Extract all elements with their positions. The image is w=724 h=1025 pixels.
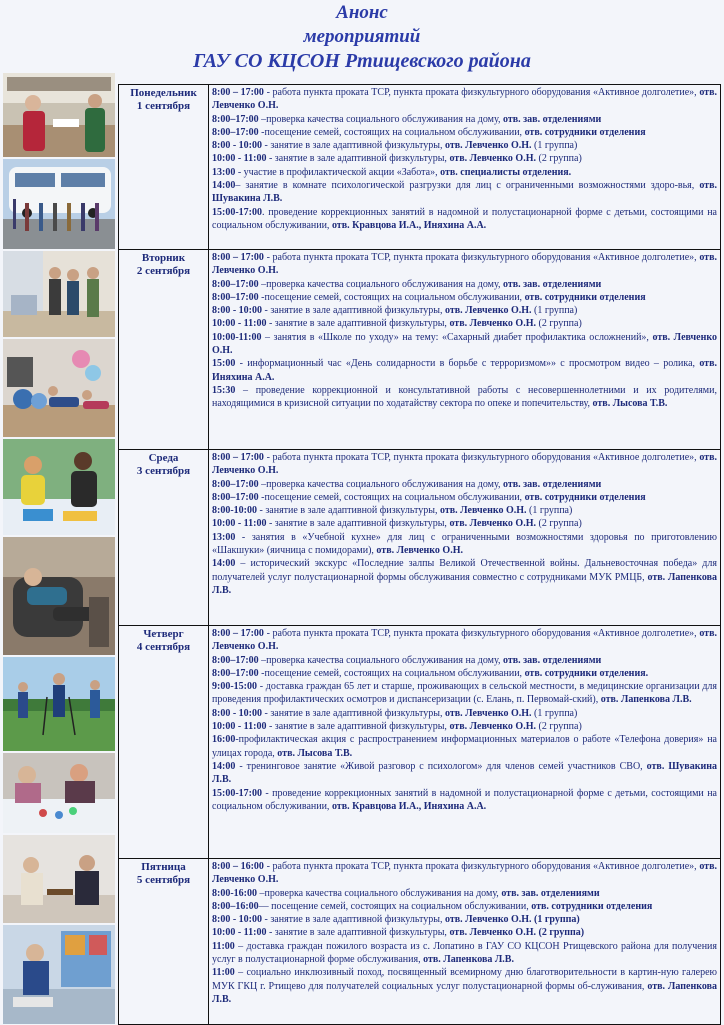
- events-cell: [209, 626, 721, 859]
- photo-nordic-walking: [3, 657, 115, 751]
- photo-kitchen: [3, 73, 115, 157]
- list-item: 8:00 - 10:00 - занятие в зале адаптивной физкультуры, отв. Левченко О.Н. (1 группа): [212, 140, 578, 152]
- list-item: 8:00-16:00 –проверка качества социального обслуживания на дому, отв. зав. отделениями: [212, 887, 600, 899]
- weekday-label: Понедельник: [130, 87, 197, 99]
- weekday-label: Среда: [148, 452, 179, 464]
- list-item: 11:00 – социально инклюзивный поход, посвященный всемирному дню благотворительности в картин-ную галерею МУК ГКЦ г. Ртищево для получателей социальных услуг полустационарной формы об-служивания, отв. Лапенкова Л.В.: [212, 967, 717, 1005]
- table-row: [119, 859, 721, 1025]
- list-item: 8:00 – 17:00 - работа пункта проката ТСР, пункта проката физкультурного оборудования «Активное долголетие», отв. Левченко О.Н.: [212, 252, 717, 277]
- day-cell: [119, 250, 209, 450]
- events-cell: [209, 250, 721, 450]
- events-cell: [209, 450, 721, 626]
- list-item: 8:00–16:00— посещение семей, состоящих на социальном обслуживании, отв. сотрудники отделения: [212, 900, 653, 912]
- list-item: 14:00 – исторический экскурс «Последние залпы Великой Отечественной войны. Дальневосточная победа» для получателей услуг полустационарной формы обслуживания совместно с сотрудниками МУК РМЦБ, отв. Лапенкова Л.В.: [212, 558, 717, 596]
- list-item: 8:00 – 17:00 - работа пункта проката ТСР, пункта проката физкультурного оборудования «Активное долголетие», отв. Левченко О.Н.: [212, 452, 717, 477]
- header-title-line2: мероприятий: [303, 26, 421, 47]
- list-item: 11:00 – доставка граждан пожилого возраста из с. Лопатино в ГАУ СО КЦСОН Ртищевского района для получения услуг в полустационарной форме обслуживания, отв. Лапенкова Л.В.: [212, 940, 717, 966]
- table-row: [119, 250, 721, 450]
- list-item: 14:00– занятие в комнате психологической разгрузки для лиц с ограниченными возможностями здоро-вья, отв. Шувакина Л.В.: [212, 180, 717, 205]
- date-label: 4 сентября: [136, 641, 191, 653]
- events-cell: [209, 859, 721, 1025]
- list-item: 8:00–17:00 -посещение семей, состоящих на социальном обслуживании, отв. сотрудники отделения: [212, 291, 646, 303]
- list-item: 15:30 – проведение коррекционной и консультативной работы с несовершеннолетними и их родителями, находящимися в кризисной ситуации по ходатайству сектора по опеке и попечительству, отв. Лысова Т.В.: [212, 384, 717, 410]
- photo-sensory-room: [3, 925, 115, 1024]
- list-item: 15:00 - информационный час «День солидарности в борьбе с терроризмом»» с просмотром видео – ролика, отв. Иняхина А.А.: [212, 358, 717, 383]
- header-title-line1: Анонс: [336, 2, 388, 23]
- list-item: 8:00 – 17:00 - работа пункта проката ТСР, пункта проката физкультурного оборудования «Активное долголетие», отв. Левченко О.Н.: [212, 628, 717, 653]
- list-item: 9:00-15:00 - доставка граждан 65 лет и старше, проживающих в сельской местности, в медицинские организации для проведения профилактических осмотров и диспансеризации (с. Елань, п. Первомай-ский), отв. Лапенкова Л.В.: [212, 681, 717, 706]
- weekday-label: Пятница: [141, 861, 186, 873]
- list-item: 10:00-11:00 – занятия в «Школе по уходу» на тему: «Сахарный диабет профилактика осложнений», отв. Левченко О.Н.: [212, 331, 717, 357]
- list-item: 8:00 – 16:00 - работа пункта проката ТСР, пункта проката физкультурного оборудования «Активное долголетие», отв. Левченко О.Н.: [212, 861, 717, 886]
- photo-crafts-table: [3, 439, 115, 535]
- list-item: 14:00 - тренинговое занятие «Живой разговор с психологом» для членов семей участников СВО, отв. Шувакина Л.В.: [212, 760, 717, 786]
- list-item: 10:00 - 11:00 - занятие в зале адаптивной физкультуры, отв. Левченко О.Н. (2 группа): [212, 153, 582, 165]
- list-item: 8:00-10:00 - занятие в зале адаптивной физкультуры, отв. Левченко О.Н. (1 группа): [212, 505, 573, 517]
- list-item: 8:00–17:00 -посещение семей, состоящих на социальном обслуживании, отв. сотрудники отделения: [212, 126, 646, 138]
- header-organization: ГАУ СО КЦСОН Ртищевского района: [193, 50, 531, 72]
- day-cell: [119, 626, 209, 859]
- list-item: 10:00 - 11:00 - занятие в зале адаптивной физкультуры, отв. Левченко О.Н. (2 группа): [212, 927, 585, 939]
- table-row: [119, 626, 721, 859]
- list-item: 8:00–17:00 –проверка качества социального обслуживания на дому, отв. зав. отделениями: [212, 278, 602, 290]
- list-item: 13:00 - занятия в «Учебной кухне» для лиц с ограниченными возможностями здоровья по приготовлению «Шакшуки» (яичница с помидорами), отв. Левченко О.Н.: [212, 531, 717, 557]
- list-item: 15:00-17:00. проведение коррекционных занятий в надомной и полустационарной форме с детьми, состоящими на социальном обслуживании, отв. Кравцова И.А., Иняхина А.А.: [212, 206, 717, 231]
- announcement-header: [0, 0, 724, 74]
- day-cell: [119, 85, 209, 250]
- weekday-label: Вторник: [141, 252, 186, 264]
- weekday-label: Четверг: [143, 628, 184, 640]
- photo-visitors-room: [3, 251, 115, 337]
- list-item: 8:00–17:00 –проверка качества социального обслуживания на дому, отв. зав. отделениями: [212, 113, 602, 125]
- photo-minibus: [3, 159, 115, 249]
- list-item: 8:00–17:00 -посещение семей, состоящих на социальном обслуживании, отв. сотрудники отделения.: [212, 667, 649, 679]
- day-cell: [119, 859, 209, 1025]
- photo-consultation: [3, 835, 115, 923]
- table-row: [119, 85, 721, 250]
- list-item: 8:00 - 10:00 - занятие в зале адаптивной физкультуры, отв. Левченко О.Н. (1 группа): [212, 305, 578, 317]
- list-item: 15:00-17:00 - проведение коррекционных занятий в надомной и полустационарной форме с детьми, состоящими на социальном обслуживании, отв. Кравцова И.А., Иняхина А.А.: [212, 787, 717, 812]
- list-item: 8:00–17:00 -посещение семей, состоящих на социальном обслуживании, отв. сотрудники отделения: [212, 491, 646, 503]
- date-label: 5 сентября: [136, 874, 191, 886]
- photo-table-activity: [3, 753, 115, 833]
- list-item: 16:00-профилактическая акция с распространением информационных материалов о работе «Телефона доверия» на улицах города, отв. Лысова Т.В.: [212, 734, 717, 759]
- table-row: [119, 450, 721, 626]
- date-label: 3 сентября: [136, 465, 191, 477]
- list-item: 8:00 - 10:00 - занятие в зале адаптивной физкультуры, отв. Левченко О.Н. (1 группа): [212, 707, 578, 719]
- list-item: 10:00 - 11:00 - занятие в зале адаптивной физкультуры, отв. Левченко О.Н. (2 группа): [212, 721, 582, 733]
- events-cell: [209, 85, 721, 250]
- photo-column: [3, 73, 115, 1024]
- day-cell: [119, 450, 209, 626]
- photo-massage-chair: [3, 537, 115, 655]
- list-item: 8:00–17:00 –проверка качества социального обслуживания на дому, отв. зав. отделениями: [212, 478, 602, 490]
- schedule-table: [118, 84, 721, 1025]
- list-item: 8:00 - 10:00 - занятие в зале адаптивной физкультуры, отв. Левченко О.Н. (1 группа): [212, 914, 580, 926]
- date-label: 2 сентября: [136, 265, 191, 277]
- list-item: 8:00 – 17:00 - работа пункта проката ТСР, пункта проката физкультурного оборудования «Активное долголетие», отв. Левченко О.Н.: [212, 87, 717, 112]
- list-item: 8:00–17:00 –проверка качества социального обслуживания на дому, отв. зав. отделениями: [212, 654, 602, 666]
- date-label: 1 сентября: [136, 100, 191, 112]
- list-item: 10:00 - 11:00 - занятие в зале адаптивной физкультуры, отв. Левченко О.Н. (2 группа): [212, 318, 582, 330]
- photo-gym: [3, 339, 115, 437]
- list-item: 10:00 - 11:00 - занятие в зале адаптивной физкультуры, отв. Левченко О.Н. (2 группа): [212, 518, 582, 530]
- list-item: 13:00 - участие в профилактической акции «Забота», отв. специалисты отделения.: [212, 166, 572, 178]
